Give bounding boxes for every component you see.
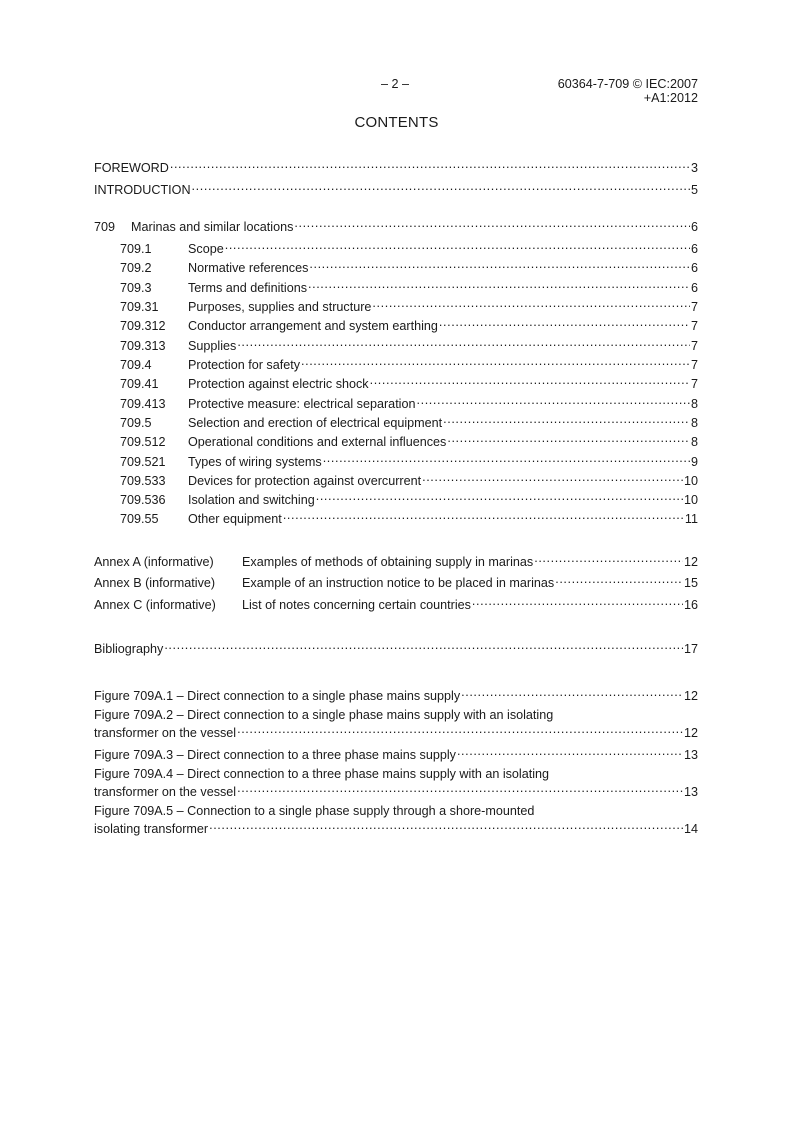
dot-leader bbox=[316, 490, 683, 504]
toc-entry-annex-b[interactable] bbox=[94, 573, 698, 591]
toc-entry-subsection[interactable] bbox=[120, 258, 698, 276]
dot-leader bbox=[209, 819, 683, 833]
dot-leader bbox=[555, 573, 683, 587]
toc-entry-number: 709.2 bbox=[120, 261, 152, 275]
toc-entry-subsection[interactable] bbox=[120, 297, 698, 315]
toc-entry-label: Isolation and switching bbox=[188, 493, 315, 507]
toc-entry-subsection[interactable] bbox=[120, 490, 698, 508]
toc-entry-page: 8 bbox=[690, 435, 698, 449]
toc-entry-label: Devices for protection against overcurrent bbox=[188, 474, 422, 488]
toc-entry-subsection[interactable] bbox=[120, 509, 698, 527]
toc-entry-page: 13 bbox=[683, 748, 698, 762]
toc-entry-label: Figure 709A.3 – Direct connection to a three phase mains supply bbox=[94, 748, 456, 762]
toc-entry-number: 709.41 bbox=[120, 377, 159, 391]
dot-leader bbox=[301, 355, 690, 369]
toc-entry-number: 709.5 bbox=[120, 416, 152, 430]
toc-entry-number: 709.3 bbox=[120, 281, 152, 295]
toc-entry-label: Example of an instruction notice to be placed in marinas bbox=[242, 576, 555, 590]
toc-entry-page: 12 bbox=[683, 689, 698, 703]
toc-entry-subsection[interactable] bbox=[120, 316, 698, 334]
dot-leader bbox=[439, 316, 690, 330]
toc-entry-label: Examples of methods of obtaining supply in marinas bbox=[242, 555, 534, 569]
toc-entry-number: 709.1 bbox=[120, 242, 152, 256]
toc-entry-label: Protection against electric shock bbox=[188, 377, 369, 391]
toc-entry-number: 709.512 bbox=[120, 435, 166, 449]
dot-leader bbox=[225, 239, 690, 253]
dot-leader bbox=[294, 217, 690, 231]
dot-leader bbox=[457, 745, 683, 759]
toc-entry-annex-c[interactable] bbox=[94, 595, 698, 613]
dot-leader bbox=[443, 413, 690, 427]
toc-entry-subsection[interactable] bbox=[120, 413, 698, 431]
toc-entry-label-line1: Figure 709A.2 – Direct connection to a single phase mains supply with an isolating bbox=[94, 708, 554, 722]
toc-entry-page: 5 bbox=[690, 183, 698, 197]
dot-leader bbox=[447, 432, 690, 446]
toc-entry-subsection[interactable] bbox=[120, 394, 698, 412]
dot-leader bbox=[164, 639, 683, 653]
document-reference-line2: +A1:2012 bbox=[643, 91, 698, 105]
toc-entry-label: Normative references bbox=[188, 261, 309, 275]
toc-entry-page: 8 bbox=[690, 397, 698, 411]
dot-leader bbox=[472, 595, 683, 609]
toc-entry-page: 6 bbox=[690, 220, 698, 234]
toc-entry-label: transformer on the vessel bbox=[94, 785, 237, 799]
dot-leader bbox=[170, 158, 690, 172]
toc-entry-label: Figure 709A.1 – Direct connection to a single phase mains supply bbox=[94, 689, 461, 703]
toc-entry-page: 12 bbox=[683, 726, 698, 740]
toc-entry-annex-prefix: Annex B (informative) bbox=[94, 576, 216, 590]
toc-entry-label: Purposes, supplies and structure bbox=[188, 300, 372, 314]
toc-entry-page: 16 bbox=[683, 598, 698, 612]
toc-entry-number: 709 bbox=[94, 220, 116, 234]
toc-entry-label: INTRODUCTION bbox=[94, 183, 191, 197]
toc-entry-foreword[interactable] bbox=[94, 158, 698, 176]
toc-entry-page: 11 bbox=[684, 512, 698, 526]
toc-entry-page: 13 bbox=[683, 785, 698, 799]
dot-leader bbox=[237, 782, 683, 796]
dot-leader bbox=[417, 394, 690, 408]
toc-entry-number: 709.313 bbox=[120, 339, 166, 353]
dot-leader bbox=[422, 471, 683, 485]
dot-leader bbox=[237, 723, 683, 737]
toc-entry-page: 10 bbox=[683, 474, 698, 488]
toc-entry-number: 709.312 bbox=[120, 319, 166, 333]
toc-entry-page: 6 bbox=[690, 281, 698, 295]
toc-entry-label: Bibliography bbox=[94, 642, 164, 656]
toc-entry-page: 7 bbox=[690, 358, 698, 372]
dot-leader bbox=[237, 336, 690, 350]
toc-entry-page: 7 bbox=[690, 339, 698, 353]
dot-leader bbox=[192, 180, 690, 194]
toc-entry-label-line1: Figure 709A.4 – Direct connection to a three phase mains supply with an isolating bbox=[94, 767, 550, 781]
toc-entry-figure[interactable] bbox=[94, 745, 698, 763]
toc-entry-label: isolating transformer bbox=[94, 822, 209, 836]
toc-entry-page: 12 bbox=[683, 555, 698, 569]
toc-entry-label: transformer on the vessel bbox=[94, 726, 237, 740]
toc-entry-page: 15 bbox=[683, 576, 698, 590]
dot-leader bbox=[370, 374, 690, 388]
toc-entry-number: 709.536 bbox=[120, 493, 166, 507]
toc-entry-annex-a[interactable] bbox=[94, 552, 698, 570]
document-reference bbox=[558, 77, 698, 105]
toc-entry-subsection[interactable] bbox=[120, 278, 698, 296]
toc-entry-number: 709.4 bbox=[120, 358, 152, 372]
page-number: – 2 – bbox=[380, 77, 409, 91]
dot-leader bbox=[372, 297, 690, 311]
toc-entry-label: Supplies bbox=[188, 339, 237, 353]
toc-entry-subsection[interactable] bbox=[120, 432, 698, 450]
toc-entry-label: Selection and erection of electrical equipment bbox=[188, 416, 443, 430]
toc-entry-figure[interactable] bbox=[94, 804, 698, 837]
toc-entry-number: 709.31 bbox=[120, 300, 159, 314]
toc-entry-bibliography[interactable] bbox=[94, 639, 698, 657]
toc-entry-page: 7 bbox=[690, 377, 698, 391]
dot-leader bbox=[309, 258, 690, 272]
toc-entry-label: Marinas and similar locations bbox=[131, 220, 294, 234]
toc-entry-page: 6 bbox=[690, 261, 698, 275]
toc-entry-section-709[interactable] bbox=[94, 217, 698, 235]
toc-entry-number: 709.55 bbox=[120, 512, 159, 526]
toc-entry-label: Types of wiring systems bbox=[188, 455, 322, 469]
toc-entry-label: Other equipment bbox=[188, 512, 282, 526]
toc-entry-page: 9 bbox=[690, 455, 698, 469]
toc-entry-page: 10 bbox=[683, 493, 698, 507]
toc-entry-introduction[interactable] bbox=[94, 180, 698, 198]
toc-entry-subsection[interactable] bbox=[120, 336, 698, 354]
toc-entry-label: Terms and definitions bbox=[188, 281, 308, 295]
toc-entry-page: 3 bbox=[690, 161, 698, 175]
toc-entry-subsection[interactable] bbox=[120, 374, 698, 392]
toc-entry-annex-prefix: Annex C (informative) bbox=[94, 598, 216, 612]
toc-entry-figure[interactable] bbox=[94, 686, 698, 704]
dot-leader bbox=[461, 686, 683, 700]
toc-entry-figure[interactable] bbox=[94, 767, 698, 800]
toc-entry-label: List of notes concerning certain countries bbox=[242, 598, 471, 612]
toc-entry-label: Scope bbox=[188, 242, 224, 256]
toc-entry-label-line1: Figure 709A.5 – Connection to a single phase supply through a shore-mounted bbox=[94, 804, 535, 818]
toc-entry-label: FOREWORD bbox=[94, 161, 169, 175]
toc-entry-page: 7 bbox=[690, 300, 698, 314]
toc-entry-number: 709.521 bbox=[120, 455, 166, 469]
toc-entry-annex-prefix: Annex A (informative) bbox=[94, 555, 214, 569]
toc-entry-page: 7 bbox=[690, 319, 698, 333]
toc-entry-subsection[interactable] bbox=[120, 452, 698, 470]
toc-entry-number: 709.533 bbox=[120, 474, 166, 488]
toc-entry-page: 6 bbox=[690, 242, 698, 256]
toc-entry-subsection[interactable] bbox=[120, 471, 698, 489]
toc-entry-figure[interactable] bbox=[94, 708, 698, 741]
dot-leader bbox=[323, 452, 690, 466]
dot-leader bbox=[283, 509, 684, 523]
toc-entry-subsection[interactable] bbox=[120, 239, 698, 257]
toc-entry-label: Operational conditions and external influences bbox=[188, 435, 447, 449]
toc-entry-label: Protection for safety bbox=[188, 358, 300, 372]
dot-leader bbox=[308, 278, 690, 292]
toc-entry-number: 709.413 bbox=[120, 397, 166, 411]
toc-entry-page: 8 bbox=[690, 416, 698, 430]
toc-entry-subsection[interactable] bbox=[120, 355, 698, 373]
toc-entry-label: Protective measure: electrical separation bbox=[188, 397, 416, 411]
toc-entry-page: 17 bbox=[683, 642, 698, 656]
toc-entry-page: 14 bbox=[683, 822, 698, 836]
page-title: CONTENTS bbox=[354, 114, 439, 131]
toc-entry-label: Conductor arrangement and system earthing bbox=[188, 319, 438, 333]
document-reference-line1: 60364-7-709 © IEC:2007 bbox=[557, 77, 698, 91]
dot-leader bbox=[534, 552, 683, 566]
